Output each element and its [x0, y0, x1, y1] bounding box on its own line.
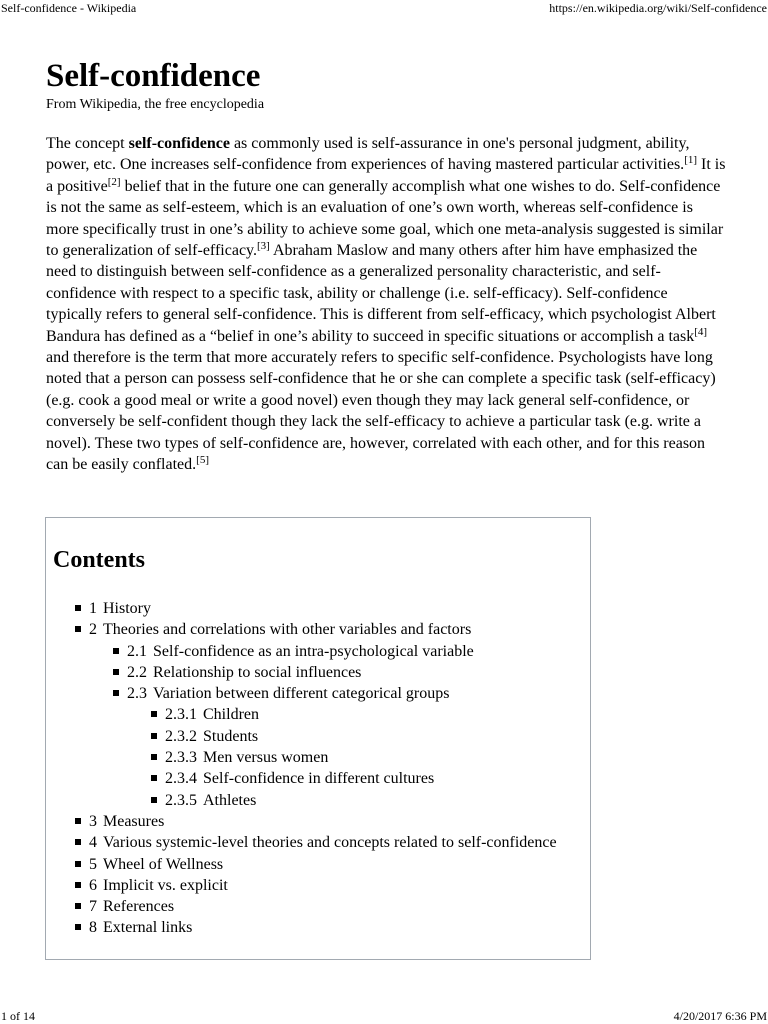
- toc-number: 3: [89, 812, 97, 830]
- page-subtitle: From Wikipedia, the free encyclopedia: [46, 97, 265, 112]
- toc-number: 2.3.4: [165, 770, 197, 788]
- toc-link[interactable]: Athletes: [203, 791, 257, 809]
- toc-link[interactable]: Students: [203, 727, 259, 745]
- paragraph-text: The concept: [46, 135, 129, 152]
- bullet-square-icon: [75, 839, 81, 845]
- bullet-square-icon: [151, 754, 157, 760]
- page-title: Self-confidence: [46, 58, 261, 94]
- toc-item[interactable]: [46, 598, 592, 619]
- toc-number: 1: [89, 600, 97, 617]
- print-header-title: Self-confidence - Wikipedia: [1, 1, 137, 15]
- paragraph-text: and therefore is the term that more accurately refers to specific self-confidence. Psychologists have long noted that a person can possess self-confidence that he or she can complete a specific task (self-efficacy) (e.g. cook a good meal or write a good novel) even though they may lack general self-confidence, or conversely be self-confident though they lack the self-efficacy to achieve a particular task (e.g. write a novel). These two types of self-confidence are, however, correlated with each other, and for this reason can be easily conflated.: [46, 349, 716, 474]
- toc-number: 7: [89, 898, 97, 916]
- toc-list: [46, 598, 592, 939]
- print-header-url: https://en.wikipedia.org/wiki/Self-confidence: [549, 1, 767, 15]
- bullet-square-icon: [151, 733, 157, 739]
- toc-link[interactable]: Self-confidence as an intra-psychological variable: [153, 642, 474, 660]
- toc-number: 2.2: [127, 663, 147, 681]
- bold-term: self-confidence: [128, 135, 230, 152]
- toc-item[interactable]: [46, 768, 592, 789]
- toc-link[interactable]: Relationship to social influences: [153, 663, 362, 681]
- toc-item[interactable]: [46, 641, 592, 662]
- toc-item[interactable]: [46, 662, 592, 683]
- bullet-square-icon: [75, 903, 81, 909]
- toc-item[interactable]: [46, 854, 592, 875]
- toc-link[interactable]: Self-confidence in different cultures: [203, 770, 435, 788]
- toc-number: 2.3.5: [165, 791, 197, 809]
- toc-number: 5: [89, 855, 97, 873]
- citation-link[interactable]: [5]: [196, 454, 209, 467]
- toc-number: 2.3.2: [165, 727, 197, 745]
- toc-title: Contents: [53, 547, 146, 573]
- toc-item[interactable]: [46, 790, 592, 811]
- paragraph-text: belief that in the future one can generally accomplish what one wishes to do. Self-confidence is not the same as self-esteem, which is an evaluation of one’s own worth, whereas self-confidence is more specifically trust in one’s ability to achieve some goal, which one meta-analysis suggested is similar to generalization of self-efficacy.: [46, 177, 724, 260]
- toc-link[interactable]: Various systemic-level theories and concepts related to self-confidence: [103, 834, 557, 852]
- bullet-square-icon: [113, 648, 119, 654]
- table-of-contents: [45, 517, 591, 960]
- print-footer-page: 1 of 14: [1, 1009, 35, 1023]
- toc-link[interactable]: Children: [203, 706, 259, 724]
- toc-item[interactable]: [46, 896, 592, 917]
- toc-item[interactable]: [46, 683, 592, 704]
- paragraph-text: as commonly used is self-assurance in one's personal judgment, ability, power, etc. One increases self-confidence from experiences of having mastered particular activities.: [46, 135, 690, 174]
- toc-link[interactable]: History: [103, 600, 151, 617]
- citation-link[interactable]: [4]: [694, 325, 708, 338]
- bullet-square-icon: [75, 924, 81, 930]
- toc-number: 2.1: [127, 642, 147, 660]
- citation-link[interactable]: [1]: [684, 154, 698, 167]
- bullet-square-icon: [113, 690, 119, 696]
- toc-number: 6: [89, 876, 97, 894]
- bullet-square-icon: [113, 669, 119, 675]
- toc-number: 2.3.1: [165, 706, 197, 724]
- paragraph-text: It is a positive: [46, 156, 726, 195]
- toc-item[interactable]: [46, 619, 592, 640]
- toc-number: 8: [89, 919, 97, 937]
- toc-item[interactable]: [46, 726, 592, 747]
- toc-number: 2.3: [127, 685, 147, 703]
- print-footer-date: 4/20/2017 6:36 PM: [673, 1009, 767, 1023]
- toc-link[interactable]: Theories and correlations with other variables and factors: [103, 621, 472, 639]
- lead-paragraph: [46, 133, 726, 476]
- toc-link[interactable]: Measures: [103, 812, 165, 830]
- toc-item[interactable]: [46, 875, 592, 896]
- toc-link[interactable]: Wheel of Wellness: [103, 855, 224, 873]
- bullet-square-icon: [151, 797, 157, 803]
- paragraph-text: Abraham Maslow and many others after him have emphasized the need to distinguish between self-confidence as a generalized personality characteristic, and self-confidence with respect to a specific task, ability or challenge (i.e. self-efficacy). Self-confidence typically refers to general self-confidence. This is different from self-efficacy, which psychologist Albert Bandura has defined as a “belief in one’s ability to succeed in specific situations or accomplish a task: [46, 242, 716, 345]
- toc-item[interactable]: [46, 747, 592, 768]
- toc-item[interactable]: [46, 704, 592, 725]
- bullet-square-icon: [75, 626, 81, 632]
- bullet-square-icon: [75, 605, 81, 611]
- toc-item[interactable]: [46, 832, 592, 853]
- toc-link[interactable]: References: [103, 898, 175, 916]
- bullet-square-icon: [75, 861, 81, 867]
- bullet-square-icon: [151, 775, 157, 781]
- toc-number: 2.3.3: [165, 749, 197, 767]
- bullet-square-icon: [151, 711, 157, 717]
- citation-link[interactable]: [3]: [257, 240, 270, 253]
- toc-item[interactable]: [46, 917, 592, 938]
- bullet-square-icon: [75, 818, 81, 824]
- toc-number: 2: [89, 621, 97, 639]
- toc-link[interactable]: Implicit vs. explicit: [103, 876, 228, 894]
- toc-item[interactable]: [46, 811, 592, 832]
- toc-number: 4: [89, 834, 97, 852]
- toc-link[interactable]: External links: [103, 919, 193, 937]
- toc-link[interactable]: Variation between different categorical groups: [153, 685, 450, 703]
- bullet-square-icon: [75, 882, 81, 888]
- citation-link[interactable]: [2]: [107, 175, 121, 188]
- toc-link[interactable]: Men versus women: [203, 749, 329, 767]
